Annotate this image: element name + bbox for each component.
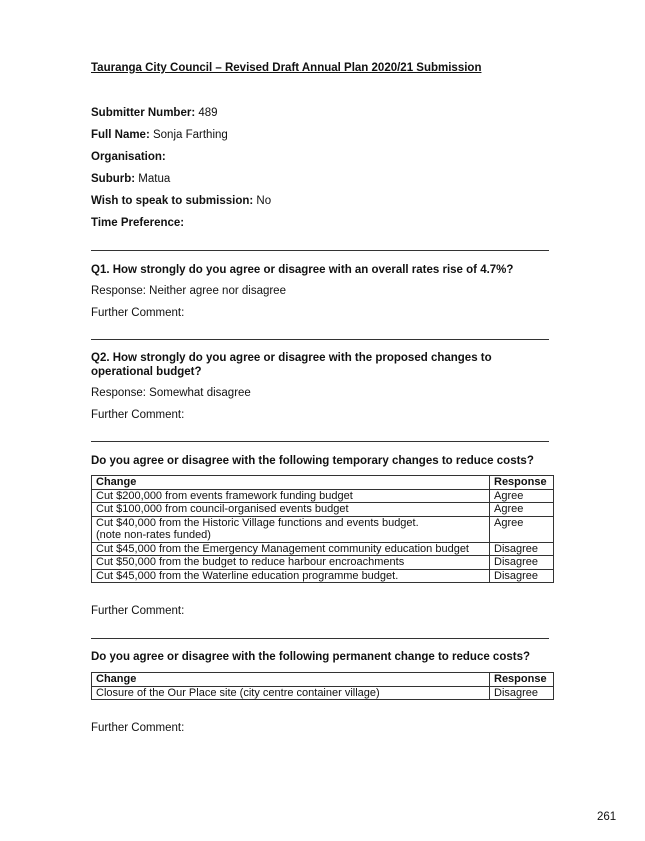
q2-question: Q2. How strongly do you agree or disagree with the proposed changes to operational budget? — [91, 352, 492, 378]
document-title: Tauranga City Council – Revised Draft Annual Plan 2020/21 Submission — [91, 62, 482, 74]
table-row — [92, 569, 554, 583]
change-text: Cut $40,000 from the Historic Village functions and events budget. — [96, 516, 419, 529]
full-name-value: Sonja Farthing — [149, 129, 228, 141]
wish-to-speak-value: No — [253, 195, 272, 207]
response-cell: Agree — [490, 516, 554, 542]
submitter-number-value: 489 — [195, 107, 218, 119]
permanent-further-comment: Further Comment: — [91, 722, 185, 734]
suburb — [91, 173, 170, 185]
temporary-changes-table — [91, 475, 554, 583]
suburb-value: Matua — [135, 173, 171, 185]
suburb-label: Suburb: — [91, 173, 136, 185]
table-row — [92, 556, 554, 570]
full-name-label: Full Name: — [91, 129, 150, 141]
column-header-response: Response — [490, 476, 554, 490]
permanent-change-table — [91, 672, 554, 700]
wish-to-speak — [91, 195, 271, 207]
q1-response: Response: Neither agree nor disagree — [91, 285, 286, 297]
temporary-further-comment: Further Comment: — [91, 605, 185, 617]
divider — [91, 339, 549, 340]
response-cell: Agree — [490, 503, 554, 517]
table-row — [92, 686, 554, 700]
temporary-changes-question: Do you agree or disagree with the following temporary changes to reduce costs? — [91, 455, 534, 467]
organisation-label: Organisation: — [91, 151, 166, 163]
divider — [91, 250, 549, 251]
time-preference-label: Time Preference: — [91, 217, 185, 229]
divider — [91, 638, 549, 639]
change-cell: Cut $200,000 from events framework funding budget — [92, 489, 490, 503]
table-row — [92, 489, 554, 503]
change-cell: Cut $45,000 from the Waterline education programme budget. — [92, 569, 490, 583]
response-cell: Disagree — [490, 542, 554, 556]
change-cell: Cut $100,000 from council-organised events budget — [92, 503, 490, 517]
q2-further-comment: Further Comment: — [91, 409, 185, 421]
divider — [91, 441, 549, 442]
change-cell: Closure of the Our Place site (city centre container village) — [92, 686, 490, 700]
change-cell: Cut $45,000 from the Emergency Management community education budget — [92, 542, 490, 556]
column-header-change: Change — [92, 673, 490, 687]
response-cell: Disagree — [490, 556, 554, 570]
q2-response: Response: Somewhat disagree — [91, 387, 251, 399]
column-header-change: Change — [92, 476, 490, 490]
wish-to-speak-label: Wish to speak to submission: — [91, 195, 254, 207]
time-preference — [91, 217, 184, 229]
table-row — [92, 542, 554, 556]
change-cell — [92, 516, 490, 542]
permanent-change-question: Do you agree or disagree with the following permanent change to reduce costs? — [91, 651, 530, 663]
response-cell: Disagree — [490, 686, 554, 700]
table-row — [92, 516, 554, 542]
table-header-row — [92, 673, 554, 687]
table-header-row — [92, 476, 554, 490]
q1-further-comment: Further Comment: — [91, 307, 185, 319]
full-name — [91, 129, 228, 141]
q1-question: Q1. How strongly do you agree or disagree with an overall rates rise of 4.7%? — [91, 264, 514, 276]
column-header-response: Response — [490, 673, 554, 687]
table-row — [92, 503, 554, 517]
submitter-number — [91, 107, 218, 119]
response-cell: Disagree — [490, 569, 554, 583]
page-number: 261 — [597, 811, 617, 823]
change-note: (note non-rates funded) — [96, 529, 211, 541]
organisation — [91, 151, 166, 163]
change-cell: Cut $50,000 from the budget to reduce harbour encroachments — [92, 556, 490, 570]
submitter-number-label: Submitter Number: — [91, 107, 196, 119]
response-cell: Agree — [490, 489, 554, 503]
